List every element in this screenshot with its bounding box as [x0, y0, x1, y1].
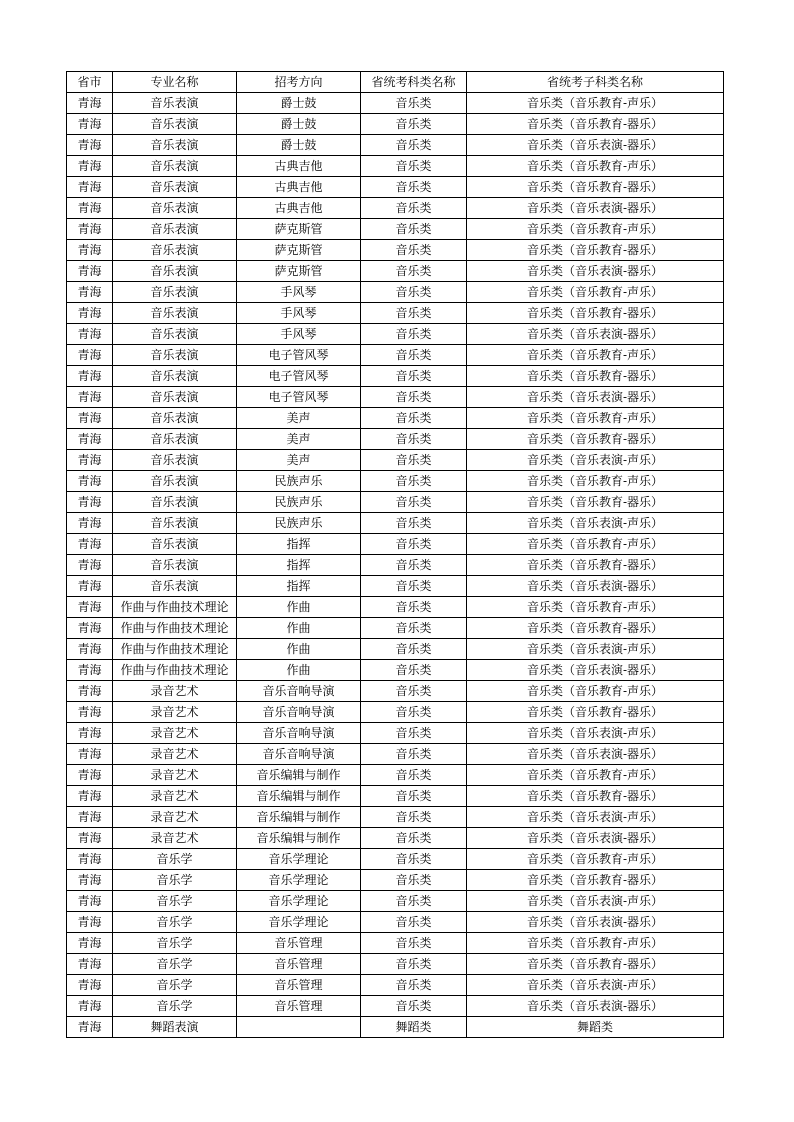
cell-subcategory: 音乐类（音乐教育-声乐）: [467, 93, 724, 114]
cell-direction: 爵士鼓: [237, 114, 361, 135]
cell-category: 音乐类: [361, 576, 467, 597]
cell-subcategory: 音乐类（音乐教育-声乐）: [467, 681, 724, 702]
cell-subcategory: 音乐类（音乐教育-器乐）: [467, 366, 724, 387]
table-row: [67, 975, 724, 996]
cell-major: 音乐表演: [113, 576, 237, 597]
cell-major: 音乐表演: [113, 135, 237, 156]
cell-direction: 音乐音响导演: [237, 702, 361, 723]
table-row: [67, 219, 724, 240]
cell-category: 音乐类: [361, 240, 467, 261]
cell-province: 青海: [67, 219, 113, 240]
cell-major: 音乐表演: [113, 345, 237, 366]
cell-province: 青海: [67, 471, 113, 492]
cell-category: 音乐类: [361, 723, 467, 744]
cell-province: 青海: [67, 114, 113, 135]
cell-province: 青海: [67, 954, 113, 975]
cell-major: 作曲与作曲技术理论: [113, 618, 237, 639]
cell-major: 音乐表演: [113, 387, 237, 408]
cell-province: 青海: [67, 408, 113, 429]
cell-direction: 作曲: [237, 660, 361, 681]
table-row: [67, 597, 724, 618]
cell-direction: 美声: [237, 408, 361, 429]
cell-direction: 手风琴: [237, 303, 361, 324]
cell-province: 青海: [67, 261, 113, 282]
cell-subcategory: 音乐类（音乐表演-器乐）: [467, 261, 724, 282]
table-row: [67, 744, 724, 765]
cell-direction: 萨克斯管: [237, 261, 361, 282]
cell-major: 音乐学: [113, 849, 237, 870]
cell-category: 音乐类: [361, 513, 467, 534]
table-row: [67, 366, 724, 387]
cell-province: 青海: [67, 240, 113, 261]
cell-major: 录音艺术: [113, 702, 237, 723]
cell-province: 青海: [67, 177, 113, 198]
table-row: [67, 786, 724, 807]
cell-category: 音乐类: [361, 660, 467, 681]
cell-category: 音乐类: [361, 870, 467, 891]
cell-major: 录音艺术: [113, 807, 237, 828]
cell-direction: 音乐编辑与制作: [237, 828, 361, 849]
table-row: [67, 555, 724, 576]
cell-direction: 音乐学理论: [237, 912, 361, 933]
cell-major: 音乐学: [113, 933, 237, 954]
cell-major: 音乐表演: [113, 324, 237, 345]
cell-province: 青海: [67, 849, 113, 870]
cell-category: 音乐类: [361, 93, 467, 114]
header-subcategory: 省统考子科类名称: [467, 72, 724, 93]
cell-province: 青海: [67, 765, 113, 786]
cell-category: 音乐类: [361, 954, 467, 975]
cell-category: 音乐类: [361, 345, 467, 366]
table-row: [67, 135, 724, 156]
table-row: [67, 828, 724, 849]
cell-subcategory: 音乐类（音乐表演-声乐）: [467, 450, 724, 471]
cell-direction: 音乐音响导演: [237, 744, 361, 765]
table-row: [67, 933, 724, 954]
cell-province: 青海: [67, 1017, 113, 1038]
cell-major: 作曲与作曲技术理论: [113, 639, 237, 660]
cell-subcategory: 音乐类（音乐表演-器乐）: [467, 198, 724, 219]
cell-province: 青海: [67, 597, 113, 618]
cell-major: 音乐表演: [113, 408, 237, 429]
cell-major: 音乐表演: [113, 471, 237, 492]
cell-category: 音乐类: [361, 387, 467, 408]
table-row: [67, 513, 724, 534]
cell-subcategory: 音乐类（音乐表演-器乐）: [467, 828, 724, 849]
table-row: [67, 576, 724, 597]
cell-major: 音乐表演: [113, 156, 237, 177]
cell-province: 青海: [67, 639, 113, 660]
cell-major: 音乐表演: [113, 450, 237, 471]
cell-province: 青海: [67, 576, 113, 597]
cell-direction: 民族声乐: [237, 471, 361, 492]
cell-major: 音乐学: [113, 912, 237, 933]
cell-subcategory: 音乐类（音乐教育-器乐）: [467, 177, 724, 198]
cell-category: 音乐类: [361, 597, 467, 618]
cell-major: 音乐表演: [113, 114, 237, 135]
cell-direction: 音乐编辑与制作: [237, 807, 361, 828]
cell-province: 青海: [67, 681, 113, 702]
cell-category: 音乐类: [361, 744, 467, 765]
cell-direction: 音乐音响导演: [237, 723, 361, 744]
cell-major: 音乐表演: [113, 240, 237, 261]
table-row: [67, 429, 724, 450]
cell-major: 音乐表演: [113, 93, 237, 114]
table-row: [67, 660, 724, 681]
header-major: 专业名称: [113, 72, 237, 93]
cell-major: 音乐表演: [113, 303, 237, 324]
cell-direction: 音乐学理论: [237, 891, 361, 912]
cell-category: 音乐类: [361, 639, 467, 660]
table-row: [67, 450, 724, 471]
cell-subcategory: 音乐类（音乐教育-声乐）: [467, 345, 724, 366]
cell-category: 音乐类: [361, 135, 467, 156]
cell-province: 青海: [67, 492, 113, 513]
cell-category: 音乐类: [361, 933, 467, 954]
cell-subcategory: 音乐类（音乐表演-器乐）: [467, 996, 724, 1017]
cell-direction: 作曲: [237, 639, 361, 660]
cell-subcategory: 音乐类（音乐表演-器乐）: [467, 912, 724, 933]
cell-province: 青海: [67, 702, 113, 723]
cell-province: 青海: [67, 345, 113, 366]
cell-direction: 音乐学理论: [237, 870, 361, 891]
cell-direction: 爵士鼓: [237, 135, 361, 156]
table-row: [67, 114, 724, 135]
cell-province: 青海: [67, 282, 113, 303]
cell-major: 音乐表演: [113, 282, 237, 303]
table-row: [67, 198, 724, 219]
cell-direction: 爵士鼓: [237, 93, 361, 114]
cell-direction: 指挥: [237, 555, 361, 576]
cell-major: 音乐表演: [113, 177, 237, 198]
table-row: [67, 240, 724, 261]
table-row: [67, 282, 724, 303]
cell-direction: 古典吉他: [237, 177, 361, 198]
cell-major: 音乐表演: [113, 261, 237, 282]
cell-direction: 音乐编辑与制作: [237, 786, 361, 807]
cell-province: 青海: [67, 93, 113, 114]
table-row: [67, 849, 724, 870]
cell-direction: 美声: [237, 429, 361, 450]
cell-category: 音乐类: [361, 429, 467, 450]
cell-subcategory: 音乐类（音乐表演-声乐）: [467, 513, 724, 534]
cell-major: 录音艺术: [113, 723, 237, 744]
cell-subcategory: 音乐类（音乐表演-声乐）: [467, 807, 724, 828]
cell-category: 音乐类: [361, 114, 467, 135]
cell-subcategory: 音乐类（音乐教育-器乐）: [467, 492, 724, 513]
table-row: [67, 93, 724, 114]
table-row: [67, 492, 724, 513]
cell-category: 音乐类: [361, 450, 467, 471]
cell-category: 音乐类: [361, 681, 467, 702]
cell-major: 音乐表演: [113, 219, 237, 240]
cell-major: 音乐表演: [113, 555, 237, 576]
cell-major: 录音艺术: [113, 786, 237, 807]
cell-major: 录音艺术: [113, 681, 237, 702]
cell-province: 青海: [67, 429, 113, 450]
cell-major: 录音艺术: [113, 765, 237, 786]
cell-subcategory: 音乐类（音乐教育-器乐）: [467, 954, 724, 975]
cell-subcategory: 音乐类（音乐教育-声乐）: [467, 471, 724, 492]
cell-province: 青海: [67, 324, 113, 345]
cell-subcategory: 音乐类（音乐教育-器乐）: [467, 429, 724, 450]
cell-category: 音乐类: [361, 282, 467, 303]
cell-province: 青海: [67, 807, 113, 828]
cell-province: 青海: [67, 933, 113, 954]
cell-province: 青海: [67, 366, 113, 387]
cell-subcategory: 音乐类（音乐教育-器乐）: [467, 555, 724, 576]
cell-category: 音乐类: [361, 891, 467, 912]
cell-direction: 电子管风琴: [237, 366, 361, 387]
cell-province: 青海: [67, 513, 113, 534]
table-row: [67, 303, 724, 324]
table-row: [67, 954, 724, 975]
header-province: 省市: [67, 72, 113, 93]
cell-category: 音乐类: [361, 198, 467, 219]
cell-province: 青海: [67, 723, 113, 744]
cell-category: 音乐类: [361, 765, 467, 786]
table-row: [67, 702, 724, 723]
cell-category: 音乐类: [361, 303, 467, 324]
cell-category: 音乐类: [361, 975, 467, 996]
cell-subcategory: 音乐类（音乐教育-器乐）: [467, 870, 724, 891]
table-body: [67, 93, 724, 1038]
cell-province: 青海: [67, 975, 113, 996]
cell-major: 音乐表演: [113, 534, 237, 555]
cell-direction: 古典吉他: [237, 198, 361, 219]
header-direction: 招考方向: [237, 72, 361, 93]
table-row: [67, 387, 724, 408]
cell-subcategory: 音乐类（音乐表演-声乐）: [467, 975, 724, 996]
table-row: [67, 912, 724, 933]
cell-direction: 音乐管理: [237, 933, 361, 954]
cell-major: 录音艺术: [113, 828, 237, 849]
cell-category: 音乐类: [361, 534, 467, 555]
cell-subcategory: 音乐类（音乐表演-器乐）: [467, 660, 724, 681]
cell-subcategory: 音乐类（音乐教育-声乐）: [467, 534, 724, 555]
cell-major: 音乐学: [113, 954, 237, 975]
table-row: [67, 639, 724, 660]
cell-major: 音乐表演: [113, 492, 237, 513]
cell-province: 青海: [67, 828, 113, 849]
cell-subcategory: 音乐类（音乐表演-器乐）: [467, 135, 724, 156]
cell-category: 音乐类: [361, 555, 467, 576]
cell-subcategory: 音乐类（音乐表演-声乐）: [467, 723, 724, 744]
cell-province: 青海: [67, 891, 113, 912]
cell-category: 音乐类: [361, 702, 467, 723]
cell-direction: 电子管风琴: [237, 345, 361, 366]
cell-province: 青海: [67, 660, 113, 681]
cell-subcategory: 音乐类（音乐教育-器乐）: [467, 240, 724, 261]
cell-subcategory: 音乐类（音乐教育-器乐）: [467, 303, 724, 324]
cell-category: 音乐类: [361, 156, 467, 177]
cell-category: 音乐类: [361, 912, 467, 933]
cell-province: 青海: [67, 912, 113, 933]
cell-subcategory: 音乐类（音乐表演-器乐）: [467, 387, 724, 408]
table-row: [67, 534, 724, 555]
cell-subcategory: 舞蹈类: [467, 1017, 724, 1038]
cell-subcategory: 音乐类（音乐表演-声乐）: [467, 639, 724, 660]
cell-subcategory: 音乐类（音乐教育-器乐）: [467, 618, 724, 639]
cell-category: 音乐类: [361, 618, 467, 639]
table-row: [67, 177, 724, 198]
table-row: [67, 345, 724, 366]
table-row: [67, 618, 724, 639]
cell-subcategory: 音乐类（音乐表演-声乐）: [467, 891, 724, 912]
cell-province: 青海: [67, 450, 113, 471]
table-row: [67, 408, 724, 429]
table-row: [67, 870, 724, 891]
cell-direction: 手风琴: [237, 282, 361, 303]
table-row: [67, 765, 724, 786]
cell-subcategory: 音乐类（音乐表演-器乐）: [467, 744, 724, 765]
cell-major: 舞蹈表演: [113, 1017, 237, 1038]
cell-major: 音乐表演: [113, 429, 237, 450]
table-row: [67, 996, 724, 1017]
cell-direction: 音乐管理: [237, 954, 361, 975]
cell-province: 青海: [67, 387, 113, 408]
cell-major: 音乐学: [113, 891, 237, 912]
cell-category: 音乐类: [361, 828, 467, 849]
cell-category: 音乐类: [361, 996, 467, 1017]
cell-subcategory: 音乐类（音乐教育-器乐）: [467, 702, 724, 723]
cell-subcategory: 音乐类（音乐教育-器乐）: [467, 114, 724, 135]
cell-direction: 萨克斯管: [237, 219, 361, 240]
table-row: [67, 1017, 724, 1038]
admissions-table: [66, 71, 724, 1038]
cell-direction: 电子管风琴: [237, 387, 361, 408]
cell-province: 青海: [67, 786, 113, 807]
cell-direction: 指挥: [237, 576, 361, 597]
cell-province: 青海: [67, 303, 113, 324]
cell-subcategory: 音乐类（音乐教育-声乐）: [467, 765, 724, 786]
cell-subcategory: 音乐类（音乐表演-器乐）: [467, 324, 724, 345]
cell-province: 青海: [67, 744, 113, 765]
cell-direction: 作曲: [237, 597, 361, 618]
table-row: [67, 681, 724, 702]
cell-subcategory: 音乐类（音乐教育-声乐）: [467, 156, 724, 177]
cell-direction: 美声: [237, 450, 361, 471]
cell-direction: [237, 1017, 361, 1038]
table-row: [67, 324, 724, 345]
cell-major: 作曲与作曲技术理论: [113, 660, 237, 681]
cell-subcategory: 音乐类（音乐教育-器乐）: [467, 786, 724, 807]
cell-province: 青海: [67, 618, 113, 639]
cell-category: 音乐类: [361, 219, 467, 240]
cell-major: 音乐表演: [113, 198, 237, 219]
cell-major: 音乐学: [113, 870, 237, 891]
cell-province: 青海: [67, 198, 113, 219]
cell-direction: 手风琴: [237, 324, 361, 345]
cell-category: 音乐类: [361, 408, 467, 429]
cell-subcategory: 音乐类（音乐教育-声乐）: [467, 408, 724, 429]
cell-direction: 音乐管理: [237, 975, 361, 996]
cell-direction: 民族声乐: [237, 513, 361, 534]
cell-direction: 作曲: [237, 618, 361, 639]
cell-category: 音乐类: [361, 786, 467, 807]
cell-category: 音乐类: [361, 492, 467, 513]
cell-province: 青海: [67, 135, 113, 156]
cell-direction: 民族声乐: [237, 492, 361, 513]
cell-province: 青海: [67, 555, 113, 576]
cell-direction: 音乐音响导演: [237, 681, 361, 702]
table-row: [67, 261, 724, 282]
table-row: [67, 471, 724, 492]
table-row: [67, 156, 724, 177]
cell-direction: 指挥: [237, 534, 361, 555]
cell-category: 音乐类: [361, 324, 467, 345]
cell-subcategory: 音乐类（音乐教育-声乐）: [467, 219, 724, 240]
cell-major: 音乐表演: [113, 366, 237, 387]
table-row: [67, 723, 724, 744]
cell-major: 音乐学: [113, 975, 237, 996]
cell-category: 舞蹈类: [361, 1017, 467, 1038]
table-header-row: [67, 72, 724, 93]
cell-major: 录音艺术: [113, 744, 237, 765]
cell-category: 音乐类: [361, 177, 467, 198]
cell-direction: 音乐管理: [237, 996, 361, 1017]
cell-direction: 音乐学理论: [237, 849, 361, 870]
cell-category: 音乐类: [361, 261, 467, 282]
cell-subcategory: 音乐类（音乐表演-器乐）: [467, 576, 724, 597]
cell-major: 作曲与作曲技术理论: [113, 597, 237, 618]
cell-category: 音乐类: [361, 807, 467, 828]
cell-province: 青海: [67, 156, 113, 177]
cell-major: 音乐学: [113, 996, 237, 1017]
cell-major: 音乐表演: [113, 513, 237, 534]
header-category: 省统考科类名称: [361, 72, 467, 93]
cell-subcategory: 音乐类（音乐教育-声乐）: [467, 933, 724, 954]
table-row: [67, 891, 724, 912]
cell-subcategory: 音乐类（音乐教育-声乐）: [467, 597, 724, 618]
cell-subcategory: 音乐类（音乐教育-声乐）: [467, 282, 724, 303]
cell-direction: 音乐编辑与制作: [237, 765, 361, 786]
cell-category: 音乐类: [361, 366, 467, 387]
cell-category: 音乐类: [361, 471, 467, 492]
cell-subcategory: 音乐类（音乐教育-声乐）: [467, 849, 724, 870]
table-row: [67, 807, 724, 828]
cell-direction: 古典吉他: [237, 156, 361, 177]
cell-province: 青海: [67, 870, 113, 891]
cell-province: 青海: [67, 534, 113, 555]
cell-direction: 萨克斯管: [237, 240, 361, 261]
cell-category: 音乐类: [361, 849, 467, 870]
cell-province: 青海: [67, 996, 113, 1017]
